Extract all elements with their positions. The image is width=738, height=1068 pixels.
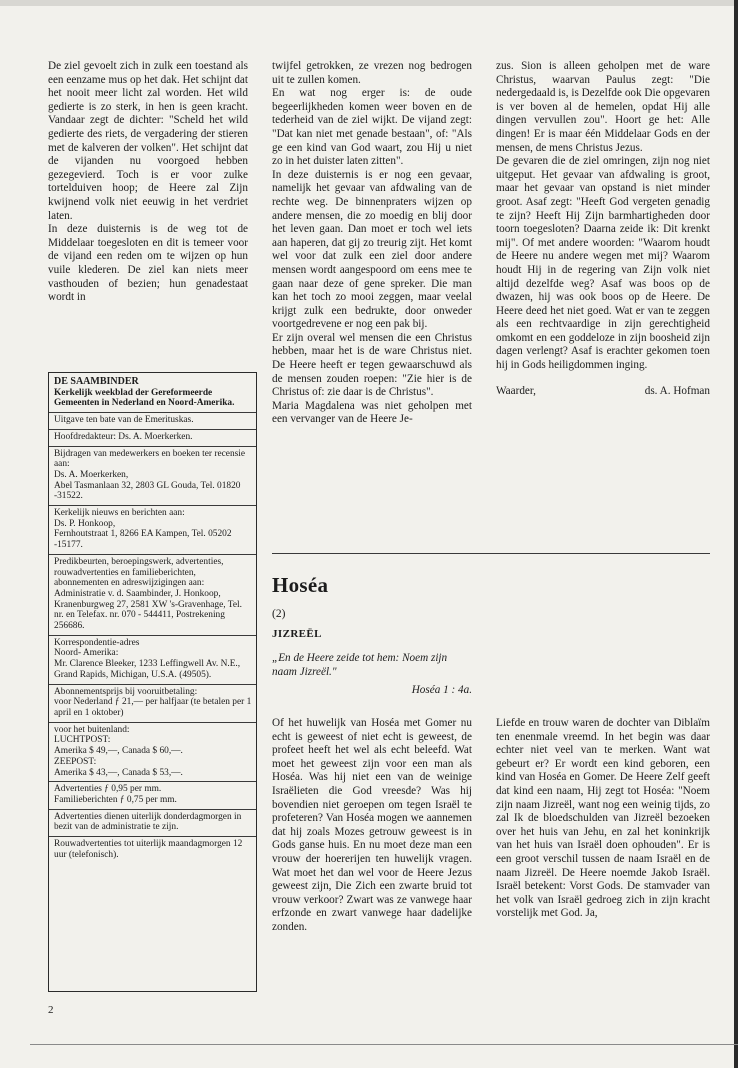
publication-name: DE SAAMBINDER — [54, 376, 139, 387]
paragraph: De gevaren die de ziel omringen, zijn nog niet uitgeput. Het gevaar van afdwaling is groot, maar het gevaar van opstand is niet minder groot. Asaf zegt: "Heeft God vergeten genadig te zijn? Heeft Hij Zijn barmhartigheden door toorn toegesloten? Daarna zeide ik: Dit krenkt mij". Of met andere woorden: "Waarom houdt de Heere nu andere wegen met mij? Waarom houdt Hij in de regering van Zijn volk niet altijd dezelfde weg? Asaf was boos op de dwazen, hij was ook boos op de Heere. De Heere deed het niet goed. Wat er van te zeggen als een rechtvaardige in zijn gerechtigheid omkomt en een goddeloze in zijn boosheid zijn dagen verlengt? Asaf is erachter gekomen toen hij in Gods heiligdommen inging. — [496, 155, 710, 372]
signature-line — [496, 385, 710, 399]
colophon-separator — [49, 554, 256, 555]
colophon-separator — [49, 722, 256, 723]
colophon-separator — [49, 446, 256, 447]
colophon-blocks — [54, 412, 252, 860]
colophon-line: Administratie v. d. Saambinder, J. Honkoop, Kranenburgweg 27, 2581 XW 's-Gravenhage, Tel. nr. en Telefax. nr. 070 - 544411, Postrekening 256686. — [54, 588, 242, 632]
paragraph: Er zijn overal wel mensen die een Christus hebben, maar het is de ware Christus niet. De Heere heeft er tegen gewaarschuwd als de mensen zouden roepen: "Zie hier is de Christus of: zie daar is de Christus". — [272, 331, 472, 399]
colophon-line: ZEEPOST: — [54, 756, 97, 767]
author-name: ds. A. Hofman — [644, 384, 710, 397]
paragraph: In deze duisternis is de weg tot de Middelaar toegesloten en dit is temeer voor de vijand een reden om te wijzen op hun vuile klederen. De ziel kan niets meer vasthouden of bezien; hun genadestaat wordt in — [48, 223, 248, 304]
colophon-line: Kerkelijk nieuws en berichten aan: — [54, 508, 185, 519]
closing-place: Waarder, — [496, 384, 536, 397]
page-number: 2 — [48, 1004, 54, 1016]
paragraph: In deze duisternis is er nog een gevaar, namelijk het gevaar van afdwaling van de rechte weg. De binnenpraters wijzen op andere mensen, die zo moedig en blij door het leven gaan. Dan moet er toch wel iets aan haperen, dat gij zo treurig zijt. Het komt wel voor dat zulk een ziel door andere mensen wordt aangespoord om eens mee te gaan naar deze of gene spreker. Die man kan het toch zo mooi zeggen, maar veelal krijgt zulk een bedrukte, door onweder voortgedrevene er nog een pak bij. — [272, 168, 472, 331]
article2-column-2 — [496, 717, 710, 921]
paragraph: Of het huwelijk van Hoséa met Gomer nu echt is geweest of niet echt is geweest, de profeet heeft het wel als echt beleefd. Wat moet het geweest zijn voor een man als Hoséa. Was hij niet een van de weinige Israëlieten die God vreesde? Was hij bovendien niet geroepen om tegen Israël te profeteren? Van Hoséa mogen we aannemen dat hij zoals Mozes getrouw geweest is in Gods ganse huis. En nu moet deze man een vrouw der hoererijen ten huwelijk vragen. Wat moet het dan wel voor de Heere Jezus geweest zijn, Die Zich een zwarte bruid tot vrouw verkoor? Zwart was ze vanwege haar erfzonde en zwart vanwege haar dadelijke zonden. — [272, 717, 472, 933]
colophon-line: Hoofdredakteur: Ds. A. Moerkerken. — [54, 431, 193, 442]
article-number: (2) — [272, 608, 286, 620]
colophon-line: Familieberichten ƒ 0,75 per mm. — [54, 794, 177, 805]
scan-edge-right — [734, 0, 738, 1068]
paragraph: twijfel getrokken, ze vrezen nog bedrogen uit te zullen komen. — [272, 60, 472, 86]
colophon-separator — [49, 781, 256, 782]
colophon-line: LUCHTPOST: — [54, 735, 111, 746]
colophon-line: Ds. A. Moerkerken, — [54, 469, 129, 480]
article-column-1 — [48, 60, 248, 305]
scan-edge-top — [0, 0, 738, 6]
paragraph: De ziel gevoelt zich in zulk een toestand als een eenzame mus op het dak. Het schijnt dat het nooit meer licht zal worden. Het wild gedierte is zo sterk, in hen is geen kracht. Vandaar zegt de dichter: "Scheld het wild gedierte des riets, de vergadering der stieren met de kalveren der volken". Het schijnt dat de vijanden nu voorgoed hebben gezegevierd. Toch is er voor zulke tortelduiven hoop; de Heere zal Zijn kwijnend volk niet eeuwig in het verdriet laten. — [48, 60, 248, 222]
colophon-line: Advertenties dienen uiterlijk donderdagmorgen in bezit van de administratie te zijn. — [54, 811, 242, 833]
colophon-separator — [49, 635, 256, 636]
colophon-separator — [49, 429, 256, 430]
section-divider — [272, 553, 710, 554]
publication-subtitle: Kerkelijk weekblad der Gereformeerde Gemeenten in Nederland en Noord-Amerika. — [54, 387, 235, 409]
colophon-separator — [49, 809, 256, 810]
colophon-line: voor het buitenland: — [54, 724, 130, 735]
colophon-line: Amerika $ 49,—, Canada $ 60,—. — [54, 746, 183, 757]
colophon-separator — [49, 836, 256, 837]
paragraph: Maria Magdalena was niet geholpen met een vervanger van de Heere Je- — [272, 399, 472, 426]
colophon-line: Predikbeurten, beroepingswerk, advertenties, rouwadvertenties en familieberichten, abonnementen en adreswijzigingen aan: — [54, 556, 224, 589]
colophon-line: Fernhoutstraat 1, 8266 EA Kampen, Tel. 05202 -15177. — [54, 529, 232, 551]
colophon-separator — [49, 412, 256, 413]
article-column-3 — [496, 60, 710, 398]
paragraph: Liefde en trouw waren de dochter van Diblaïm ten enenmale vreemd. In het begin was daar echter niet veel van te merken. Want wat gebeurt er? Er wordt een kind geboren, een kind van Hoséa en Gomer. De Heere Zelf geeft dat kind een naam, Hij zegt tot Hoséa: "Noem zijn naam Jizreël, want nog een weinig tijds, zo zal Ik de bloedschulden van Jizreël bezoeken over het huis van Jehu, en zal het koninkrijk van het huis van Israël doen ophouden". Er is een groot verschil tussen de naam Israël en de naam Jizreël. De Heere noemde Jakob Israël. Israël betekent: Vorst Gods. De stamvader van het volk van Israël gedroeg zich in zijn kracht vorstelijk met God. Ja, — [496, 717, 710, 920]
article-subtitle: JIZREËL — [272, 628, 322, 640]
colophon-separator — [49, 505, 256, 506]
colophon-line: Advertenties ƒ 0,95 per mm. — [54, 784, 162, 795]
paragraph: En wat nog erger is: de oude begeerlijkheden komen weer boven en de tederheid van de ziel wijkt. De vijand zegt: "Dat kan niet met genade bestaan", of: "Als ge een kind van God waart, zou Hij u niet zo in het duister laten zitten". — [272, 87, 472, 168]
colophon-line: Uitgave ten bate van de Emerituskas. — [54, 415, 194, 426]
colophon-line: Ds. P. Honkoop, — [54, 518, 116, 529]
article-column-2 — [272, 60, 472, 427]
scripture-reference: Hoséa 1 : 4a. — [411, 684, 472, 696]
colophon-line: voor Nederland ƒ 21,— per halfjaar (te betalen per 1 april en 1 oktober) — [54, 697, 252, 718]
colophon-line: Abel Tasmanlaan 32, 2803 GL Gouda, Tel. 01820 -31522. — [54, 480, 241, 502]
colophon-line: Noord- Amerika: — [54, 648, 119, 659]
colophon-line: Bijdragen van medewerkers en boeken ter recensie aan: — [54, 448, 246, 470]
colophon-separator — [49, 684, 256, 685]
colophon-line: Mr. Clarence Bleeker, 1233 Leffingwell Av. N.E., Grand Rapids, Michigan, U.S.A. (49505). — [54, 659, 241, 680]
colophon-line: Korrespondentie-adres — [54, 637, 140, 648]
colophon-line: Rouwadvertenties tot uiterlijk maandagmorgen 12 uur (telefonisch). — [54, 839, 243, 860]
paragraph: zus. Sion is alleen geholpen met de ware Christus, waarvan Paulus zegt: "Die nedergedaald is, is Dezelfde ook Die opgevaren is ver boven al de hemelen, opdat Hij alle dingen vervullen zou". Hoort ge het: Alle dingen! Er is maar één Middelaar Gods en der mensen, de mens Christus Jezus. — [496, 60, 710, 154]
article-title: Hoséa — [272, 573, 329, 597]
colophon-box — [48, 372, 257, 992]
scan-line-bottom — [30, 1044, 738, 1045]
article2-column-1 — [272, 717, 472, 935]
colophon-line: Amerika $ 43,—, Canada $ 53,—. — [54, 767, 183, 778]
colophon-line: Abonnementsprijs bij vooruitbetaling: — [54, 686, 198, 697]
scripture-quote: „En de Heere zeide tot hem: Noem zijn naam Jizreël." — [272, 652, 448, 678]
